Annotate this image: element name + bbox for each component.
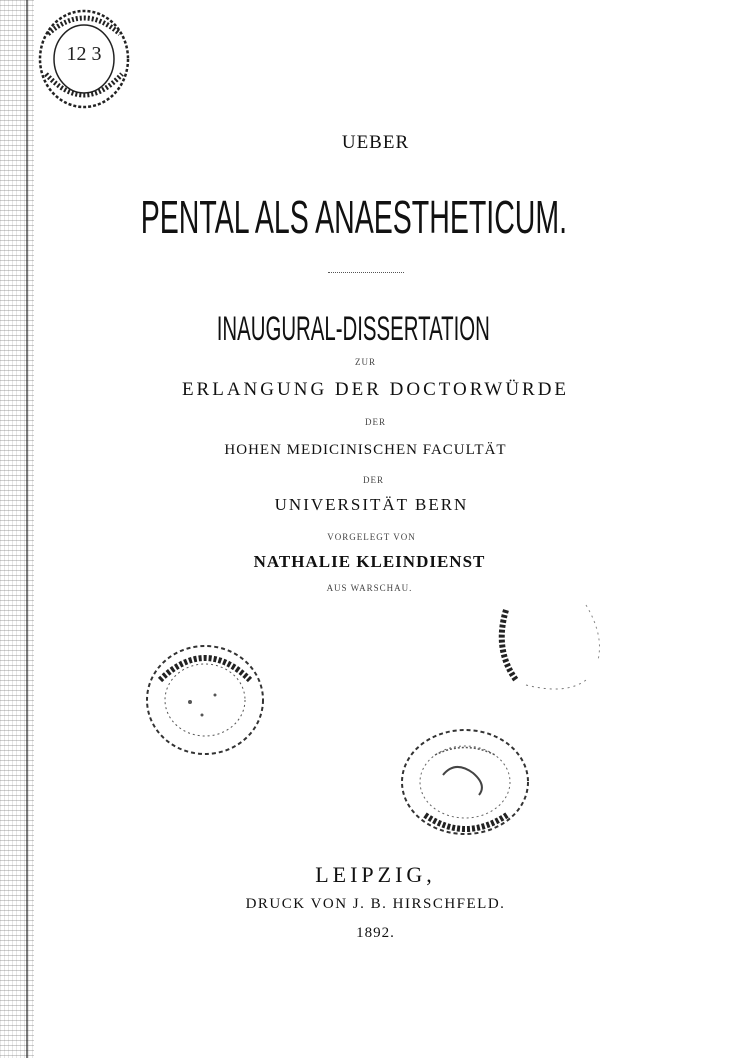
library-stamp-lower-right [395, 725, 535, 840]
degree-line: ERLANGUNG DER DOCTORWÜRDE [181, 379, 570, 400]
dissertation-heading: INAUGURAL-DISSERTATION [216, 310, 490, 348]
imprint-printer: DRUCK VON J. B. HIRSCHFELD. [245, 896, 506, 912]
author-origin: AUS WARSCHAU. [326, 583, 413, 593]
connector-der-2: DER [363, 475, 384, 485]
stamp-number: 12 3 [66, 43, 102, 65]
main-title: PENTAL ALS ANAESTHETICUM. [140, 191, 568, 243]
title-prefix: UEBER [341, 132, 410, 153]
connector-der-1: DER [365, 417, 386, 427]
imprint-year: 1892. [356, 925, 395, 941]
imprint-city: LEIPZIG, [315, 862, 436, 887]
author-name: NATHALIE KLEINDIENST [253, 552, 486, 571]
connector-zur: ZUR [355, 357, 376, 367]
university-line: UNIVERSITÄT BERN [274, 495, 469, 514]
title-divider [328, 272, 404, 273]
library-stamp-upper-right [486, 590, 611, 700]
library-stamp-top-left [34, 4, 134, 114]
presented-by-line: VORGELEGT VON [327, 532, 416, 542]
library-stamp-middle-left [140, 640, 270, 760]
faculty-line: HOHEN MEDICINISCHEN FACULTÄT [224, 442, 507, 458]
